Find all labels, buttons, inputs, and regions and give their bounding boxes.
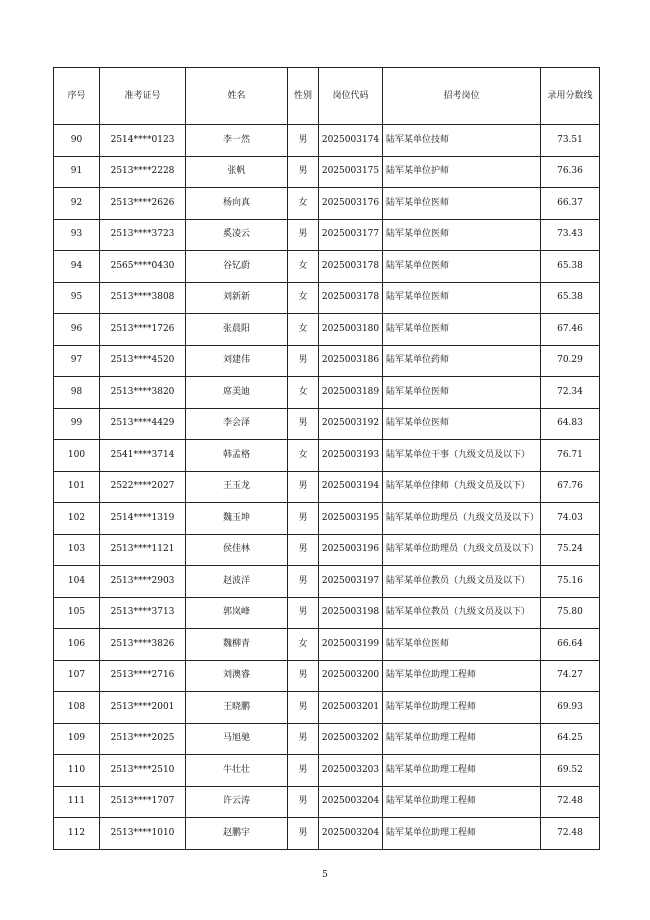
- table-row: [54, 408, 600, 440]
- cell-exam-id: 2513****2001: [100, 692, 186, 724]
- cell-index: 108: [54, 692, 100, 724]
- cell-index: 111: [54, 786, 100, 818]
- cell-gender: 男: [288, 408, 319, 440]
- table-row: [54, 377, 600, 409]
- cell-gender: 男: [288, 566, 319, 598]
- cell-exam-id: 2513****2228: [100, 156, 186, 188]
- cell-gender: 男: [288, 219, 319, 251]
- cell-exam-id: 2565****0430: [100, 251, 186, 283]
- cell-gender: 男: [288, 786, 319, 818]
- cell-gender: 男: [288, 818, 319, 850]
- cell-exam-id: 2513****1121: [100, 534, 186, 566]
- cell-name: 杨向真: [186, 188, 288, 220]
- cell-post-code: 2025003200: [319, 660, 383, 692]
- cell-post-code: 2025003197: [319, 566, 383, 598]
- cell-exam-id: 2541****3714: [100, 440, 186, 472]
- cell-cutoff: 64.83: [541, 408, 600, 440]
- cell-exam-id: 2513****3820: [100, 377, 186, 409]
- cell-post-code: 2025003196: [319, 534, 383, 566]
- cell-post-code: 2025003202: [319, 723, 383, 755]
- cell-index: 110: [54, 755, 100, 787]
- cell-post: 陆军某单位助理员（九级文员及以下）: [383, 534, 541, 566]
- cell-gender: 男: [288, 345, 319, 377]
- table-row: [54, 440, 600, 472]
- cell-exam-id: 2513****3723: [100, 219, 186, 251]
- cell-post-code: 2025003177: [319, 219, 383, 251]
- table-body: [54, 125, 600, 850]
- table-row: [54, 723, 600, 755]
- cell-post: 陆军某单位助理员（九级文员及以下）: [383, 503, 541, 535]
- cell-post-code: 2025003203: [319, 755, 383, 787]
- header-cell-index: 序号: [54, 68, 100, 125]
- cell-gender: 女: [288, 251, 319, 283]
- header-cell-post-code: 岗位代码: [319, 68, 383, 125]
- cell-post-code: 2025003193: [319, 440, 383, 472]
- cell-cutoff: 76.36: [541, 156, 600, 188]
- cell-exam-id: 2513****1707: [100, 786, 186, 818]
- table-row: [54, 660, 600, 692]
- table-row: [54, 629, 600, 661]
- cell-post-code: 2025003199: [319, 629, 383, 661]
- table-row: [54, 471, 600, 503]
- cell-gender: 男: [288, 660, 319, 692]
- cell-name: 牛壮壮: [186, 755, 288, 787]
- cell-name: 韩孟格: [186, 440, 288, 472]
- cell-gender: 男: [288, 534, 319, 566]
- cell-gender: 女: [288, 314, 319, 346]
- table-row: [54, 125, 600, 157]
- cell-gender: 男: [288, 755, 319, 787]
- header-cell-exam-id: 准考证号: [100, 68, 186, 125]
- cell-name: 刘新新: [186, 282, 288, 314]
- table-row: [54, 251, 600, 283]
- cell-name: 王晓鹏: [186, 692, 288, 724]
- table-row: [54, 534, 600, 566]
- cell-gender: 男: [288, 597, 319, 629]
- cell-post-code: 2025003178: [319, 282, 383, 314]
- cell-post: 陆军某单位助理工程师: [383, 723, 541, 755]
- cell-post: 陆军某单位医师: [383, 251, 541, 283]
- cell-post-code: 2025003174: [319, 125, 383, 157]
- cell-cutoff: 70.29: [541, 345, 600, 377]
- cell-cutoff: 76.71: [541, 440, 600, 472]
- cell-cutoff: 67.46: [541, 314, 600, 346]
- cell-name: 马旭驰: [186, 723, 288, 755]
- cell-post-code: 2025003204: [319, 786, 383, 818]
- cell-index: 100: [54, 440, 100, 472]
- cell-gender: 女: [288, 377, 319, 409]
- cell-name: 席美迪: [186, 377, 288, 409]
- cell-post: 陆军某单位助理工程师: [383, 660, 541, 692]
- cell-index: 93: [54, 219, 100, 251]
- header-cell-gender: 性别: [288, 68, 319, 125]
- cell-index: 99: [54, 408, 100, 440]
- cell-exam-id: 2513****4520: [100, 345, 186, 377]
- cell-post-code: 2025003178: [319, 251, 383, 283]
- cell-exam-id: 2513****3826: [100, 629, 186, 661]
- cell-index: 97: [54, 345, 100, 377]
- cell-exam-id: 2513****4429: [100, 408, 186, 440]
- cell-cutoff: 66.37: [541, 188, 600, 220]
- cell-post: 陆军某单位助理工程师: [383, 818, 541, 850]
- cell-post-code: 2025003186: [319, 345, 383, 377]
- cell-index: 98: [54, 377, 100, 409]
- cell-post-code: 2025003180: [319, 314, 383, 346]
- cell-cutoff: 74.27: [541, 660, 600, 692]
- cell-exam-id: 2522****2027: [100, 471, 186, 503]
- cell-gender: 男: [288, 125, 319, 157]
- cell-post: 陆军某单位助理工程师: [383, 786, 541, 818]
- cell-index: 112: [54, 818, 100, 850]
- table-row: [54, 755, 600, 787]
- cell-post: 陆军某单位律师（九级文员及以下）: [383, 471, 541, 503]
- table-row: [54, 282, 600, 314]
- cell-name: 许云涛: [186, 786, 288, 818]
- cell-cutoff: 75.80: [541, 597, 600, 629]
- cell-gender: 男: [288, 692, 319, 724]
- cell-exam-id: 2513****3808: [100, 282, 186, 314]
- cell-cutoff: 75.24: [541, 534, 600, 566]
- cell-post-code: 2025003175: [319, 156, 383, 188]
- cell-exam-id: 2513****3713: [100, 597, 186, 629]
- table-row: [54, 786, 600, 818]
- cell-exam-id: 2513****2903: [100, 566, 186, 598]
- cell-exam-id: 2514****1319: [100, 503, 186, 535]
- cell-exam-id: 2514****0123: [100, 125, 186, 157]
- cell-index: 104: [54, 566, 100, 598]
- table-row: [54, 566, 600, 598]
- cell-index: 94: [54, 251, 100, 283]
- cell-post: 陆军某单位干事（九级文员及以下）: [383, 440, 541, 472]
- cell-name: 李一然: [186, 125, 288, 157]
- cell-post: 陆军某单位医师: [383, 408, 541, 440]
- cell-post-code: 2025003194: [319, 471, 383, 503]
- cell-index: 109: [54, 723, 100, 755]
- cell-post-code: 2025003176: [319, 188, 383, 220]
- table-row: [54, 503, 600, 535]
- cell-exam-id: 2513****1726: [100, 314, 186, 346]
- cell-cutoff: 73.51: [541, 125, 600, 157]
- cell-post: 陆军某单位助理工程师: [383, 755, 541, 787]
- cell-cutoff: 69.52: [541, 755, 600, 787]
- cell-post-code: 2025003195: [319, 503, 383, 535]
- cell-post: 陆军某单位教员（九级文员及以下）: [383, 566, 541, 598]
- cell-cutoff: 67.76: [541, 471, 600, 503]
- roster-table: [53, 67, 600, 850]
- cell-index: 95: [54, 282, 100, 314]
- cell-gender: 男: [288, 723, 319, 755]
- cell-cutoff: 73.43: [541, 219, 600, 251]
- cell-name: 王玉龙: [186, 471, 288, 503]
- cell-gender: 男: [288, 156, 319, 188]
- cell-exam-id: 2513****2716: [100, 660, 186, 692]
- cell-gender: 女: [288, 440, 319, 472]
- cell-post: 陆军某单位药师: [383, 345, 541, 377]
- cell-index: 107: [54, 660, 100, 692]
- cell-post: 陆军某单位医师: [383, 219, 541, 251]
- cell-post: 陆军某单位医师: [383, 629, 541, 661]
- cell-index: 105: [54, 597, 100, 629]
- cell-cutoff: 72.48: [541, 786, 600, 818]
- cell-post: 陆军某单位医师: [383, 314, 541, 346]
- cell-index: 102: [54, 503, 100, 535]
- cell-gender: 女: [288, 282, 319, 314]
- cell-name: 赵鹏宇: [186, 818, 288, 850]
- cell-cutoff: 74.03: [541, 503, 600, 535]
- cell-post: 陆军某单位助理工程师: [383, 692, 541, 724]
- header-cell-cutoff: 录用分数线: [541, 68, 600, 125]
- cell-post-code: 2025003201: [319, 692, 383, 724]
- cell-cutoff: 72.34: [541, 377, 600, 409]
- cell-name: 张帆: [186, 156, 288, 188]
- page-number: 5: [322, 870, 328, 880]
- header-row: [54, 68, 600, 125]
- cell-name: 谷钇蔚: [186, 251, 288, 283]
- header-cell-name: 姓名: [186, 68, 288, 125]
- cell-post-code: 2025003192: [319, 408, 383, 440]
- cell-name: 侯佳林: [186, 534, 288, 566]
- cell-cutoff: 69.93: [541, 692, 600, 724]
- cell-post: 陆军某单位护师: [383, 156, 541, 188]
- cell-cutoff: 75.16: [541, 566, 600, 598]
- cell-post-code: 2025003198: [319, 597, 383, 629]
- table-row: [54, 818, 600, 850]
- cell-post: 陆军某单位技师: [383, 125, 541, 157]
- cell-post: 陆军某单位医师: [383, 188, 541, 220]
- cell-post-code: 2025003204: [319, 818, 383, 850]
- header-cell-post: 招考岗位: [383, 68, 541, 125]
- cell-gender: 女: [288, 188, 319, 220]
- cell-gender: 男: [288, 503, 319, 535]
- table-row: [54, 345, 600, 377]
- cell-exam-id: 2513****2626: [100, 188, 186, 220]
- cell-exam-id: 2513****2025: [100, 723, 186, 755]
- cell-name: 魏柳青: [186, 629, 288, 661]
- table-row: [54, 188, 600, 220]
- cell-cutoff: 64.25: [541, 723, 600, 755]
- table-row: [54, 219, 600, 251]
- table-row: [54, 692, 600, 724]
- cell-index: 90: [54, 125, 100, 157]
- cell-name: 赵波洋: [186, 566, 288, 598]
- cell-cutoff: 65.38: [541, 282, 600, 314]
- cell-name: 李会泽: [186, 408, 288, 440]
- table-row: [54, 597, 600, 629]
- cell-name: 刘澳睿: [186, 660, 288, 692]
- cell-name: 郭岚峰: [186, 597, 288, 629]
- cell-gender: 女: [288, 629, 319, 661]
- cell-exam-id: 2513****2510: [100, 755, 186, 787]
- cell-cutoff: 65.38: [541, 251, 600, 283]
- cell-name: 奚凌云: [186, 219, 288, 251]
- cell-name: 刘建伟: [186, 345, 288, 377]
- cell-cutoff: 72.48: [541, 818, 600, 850]
- cell-cutoff: 66.64: [541, 629, 600, 661]
- cell-index: 92: [54, 188, 100, 220]
- table-row: [54, 314, 600, 346]
- cell-name: 魏玉坤: [186, 503, 288, 535]
- cell-index: 101: [54, 471, 100, 503]
- cell-post: 陆军某单位教员（九级文员及以下）: [383, 597, 541, 629]
- cell-index: 96: [54, 314, 100, 346]
- cell-index: 103: [54, 534, 100, 566]
- cell-name: 张晨阳: [186, 314, 288, 346]
- cell-index: 106: [54, 629, 100, 661]
- table-row: [54, 156, 600, 188]
- cell-index: 91: [54, 156, 100, 188]
- cell-post-code: 2025003189: [319, 377, 383, 409]
- cell-post: 陆军某单位医师: [383, 282, 541, 314]
- cell-exam-id: 2513****1010: [100, 818, 186, 850]
- cell-gender: 男: [288, 471, 319, 503]
- cell-post: 陆军某单位医师: [383, 377, 541, 409]
